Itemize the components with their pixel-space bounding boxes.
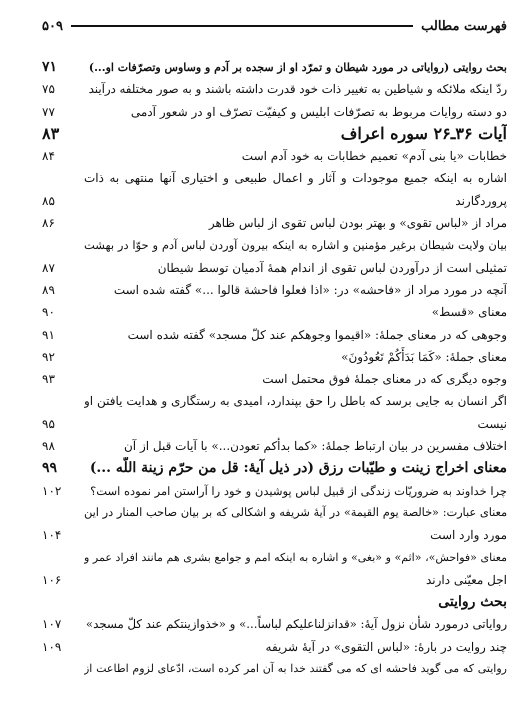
- toc-entry-page: ۱۰۷: [42, 617, 62, 632]
- toc-entry-text: آنچه در مورد مراد از «فاحشه» در: «اذا فعلوا فاحشة قالوا ...» گفته شده است: [113, 282, 507, 297]
- toc-entry: [42, 56, 507, 78]
- toc-entry: [42, 324, 507, 346]
- toc-entry: [42, 167, 507, 189]
- toc-entry-text: معنای عبارت: «خالصة یوم القیمة» در آیهٔ شریفه و اشکالی که بر بیان صاحب المنار در این: [84, 505, 507, 519]
- toc-entry: [42, 591, 507, 613]
- toc-entry-text: معنای «فواحش»، «اثم» و «بغی» و اشاره به اینکه امم و جوامع بشری هم مانند افراد عمر و: [84, 550, 507, 564]
- toc-entry-page: ۹۸: [42, 439, 55, 454]
- toc-entry-text: دو دسته روایات مربوط به تصرّفات ابلیس و کیفیّت تصرّف او در شعور آدمی: [130, 104, 507, 119]
- toc-entry-text: تمثیلی است از درآوردن لباس تقوی از اندام همهٔ آدمیان توسط شیطان: [157, 260, 507, 275]
- toc-entry: [42, 502, 507, 524]
- toc-entry: [42, 524, 507, 546]
- toc-entry-text: آیات ۳۶ـ۲۶ سوره اعراف: [340, 123, 507, 143]
- toc-entry: [42, 301, 507, 323]
- toc-entry: [42, 346, 507, 368]
- toc-entry-page: ۹۲: [42, 349, 55, 364]
- toc-entry-page: ۱۰۲: [42, 483, 62, 498]
- toc-entry: [42, 569, 507, 591]
- toc-entry-text: اگر انسان به جایی برسد که باطل را حق بپندارد، امیدی به رستگاری و هدایت یافتن او: [84, 394, 507, 409]
- toc-entry: [42, 368, 507, 390]
- toc-entry: [42, 123, 507, 145]
- toc-entry-page: ۷۵: [42, 82, 55, 97]
- toc-entry: [42, 547, 507, 569]
- toc-entry-text: معنای اخراج زینت و طیّبات رزق (در ذیل آیهٔ: قل من حرّم زینة اللّه ...): [89, 460, 507, 477]
- toc-entry: [42, 78, 507, 100]
- toc-entry-text: چند روایت در بارهٔ: «لباس التقوی» در آیهٔ شریفه: [265, 639, 507, 654]
- toc-entry-text: اجل معیّنی دارند: [425, 572, 507, 587]
- toc-entry-page: ۹۳: [42, 372, 55, 387]
- toc-entry-page: ۹۹: [42, 460, 58, 477]
- toc-entry-text: چرا خداوند به ضروریّات زندگی از قبیل لباس پوشیدن و خود را آراستن امر نموده است؟: [90, 483, 507, 498]
- toc-entry-text: روایاتی درمورد شأن نزول آیهٔ: «قدانزلناعلیکم لباساً...» و «خذوازینتکم عند کلّ مسجد»: [85, 617, 507, 632]
- toc-entry-text: بیان ولایت شیطان برغیر مؤمنین و اشاره به اینکه بیرون آوردن لباس آدم و حوّا در بهشت: [84, 238, 507, 253]
- toc-entry: [42, 234, 507, 256]
- toc-entry-text: خطابات «یا بنی آدم» تعمیم خطابات به خود آدم است: [241, 149, 507, 164]
- header-page-number: ۵۰۹: [42, 18, 63, 34]
- toc-entry: [42, 435, 507, 457]
- toc-entry-page: ۱۰۹: [42, 639, 62, 654]
- toc-entry-page: ۹۰: [42, 305, 55, 320]
- toc-entry: [42, 457, 507, 479]
- toc-entry-page: ۸۵: [42, 193, 55, 208]
- toc-entry-page: ۷۱: [42, 59, 58, 75]
- toc-entry-page: ۱۰۶: [42, 572, 62, 587]
- toc-entry-text: مراد از «لباس تقوی» و بهتر بودن لباس تقوی از لباس ظاهر: [208, 216, 507, 231]
- toc-entry: [42, 636, 507, 658]
- toc-entry-text: اشاره به اینکه جمیع موجودات و آثار و اعمال طبیعی و اختیاری آنها منتهی به ذات: [84, 171, 507, 186]
- toc-entry: [42, 279, 507, 301]
- header-title: فهرست مطالب: [421, 18, 507, 34]
- toc-entry-text: بحث روایتی (روایاتی در مورد شیطان و تمرّد او از سجده بر آدم و وساوس وتصرّفات او...): [88, 61, 507, 74]
- toc-entry-text: اختلاف مفسرین در بیان ارتباط جملهٔ: «کما بدأکم تعودن...» با آیات قبل از آن: [123, 439, 507, 454]
- toc-entry: [42, 658, 507, 680]
- toc-entry: [42, 413, 507, 435]
- toc-entry-text: ردّ اینکه ملائکه و شیاطین به تغییر ذات خود قدرت داشته باشند و به صور مختلفه درآیند: [88, 82, 507, 97]
- toc-entry-page: ۸۷: [42, 260, 55, 275]
- toc-entry-page: ۹۱: [42, 327, 55, 342]
- toc-entry-text: وجوهی که در معنای جملهٔ: «اقیموا وجوهکم عند کلّ مسجد» گفته شده است: [127, 327, 507, 342]
- toc-entry-page: ۸۴: [42, 149, 55, 164]
- toc-entry: [42, 190, 507, 212]
- toc-entry-text: معنای «قسط»: [431, 305, 507, 320]
- toc-entry-page: ۱۰۴: [42, 528, 62, 543]
- toc-entry-text: نیست: [477, 416, 507, 431]
- toc-entry-page: ۸۹: [42, 282, 55, 297]
- toc-entry: [42, 480, 507, 502]
- page-header: [42, 16, 507, 36]
- toc-entry: [42, 145, 507, 167]
- toc-entry-page: ۹۵: [42, 416, 55, 431]
- toc-entry: [42, 101, 507, 123]
- toc-entry-text: وجوه دیگری که در معنای جملهٔ فوق محتمل است: [262, 372, 507, 387]
- toc-entry-text: مورد وارد است: [430, 528, 507, 543]
- table-of-contents: [42, 56, 507, 680]
- toc-entry: [42, 257, 507, 279]
- toc-entry: [42, 390, 507, 412]
- toc-entry-page: ۷۷: [42, 104, 55, 119]
- toc-entry-text: معنای جملهٔ: «كَمَا بَدَأَكُمْ تَعُودُونَ»: [341, 349, 507, 364]
- toc-entry-text: روایتی که می گوید فاحشه ای که می گفتند خدا به آن امر کرده است، ادّعای لزوم اطاعت از: [84, 662, 507, 676]
- toc-entry-text: پروردگارند: [455, 193, 507, 208]
- toc-entry-page: ۸۶: [42, 216, 55, 231]
- toc-entry: [42, 613, 507, 635]
- toc-entry-page: ۸۳: [42, 123, 60, 143]
- header-rule: [71, 25, 413, 27]
- toc-entry: [42, 212, 507, 234]
- toc-entry-text: بحث روایتی: [438, 594, 507, 611]
